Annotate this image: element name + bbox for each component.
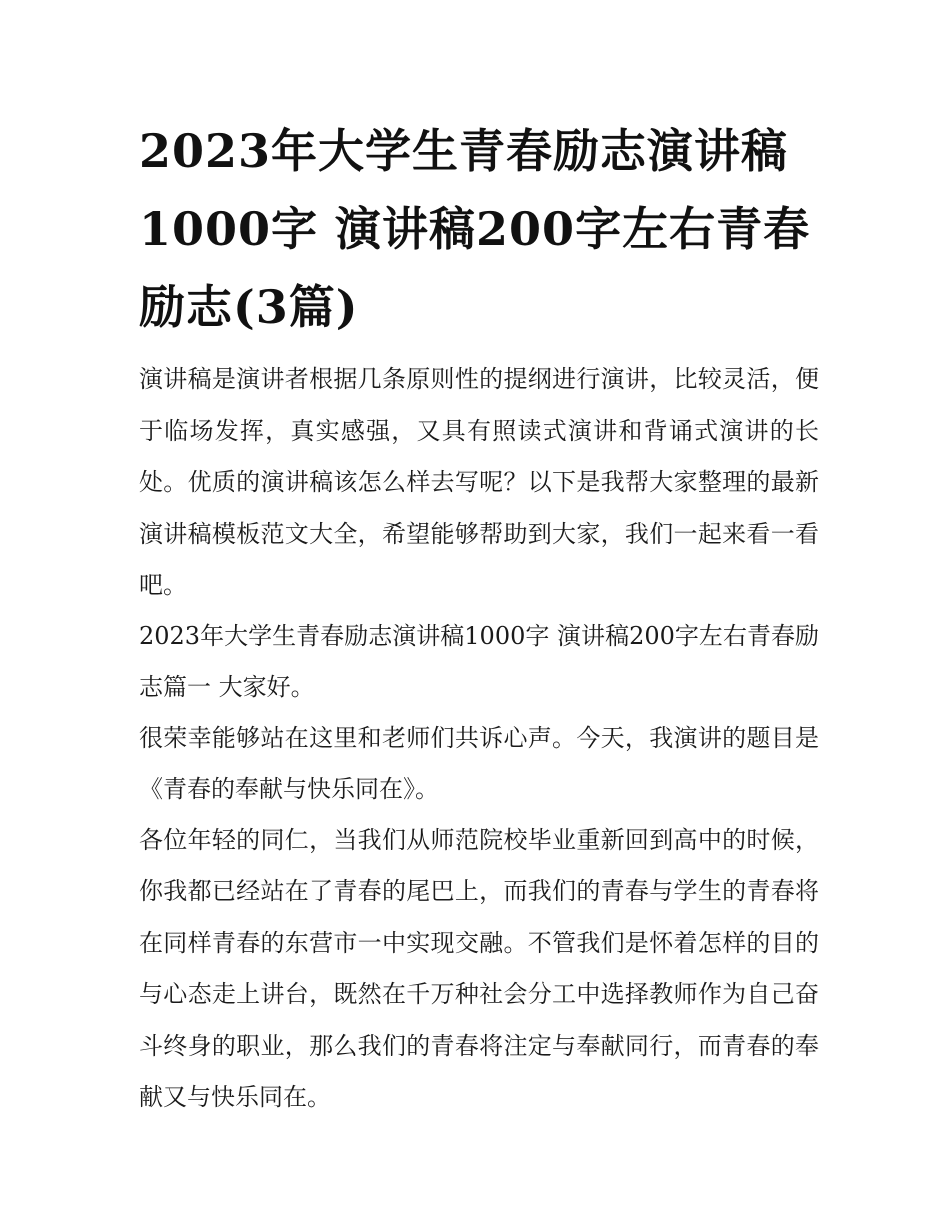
- paragraph-intro: 演讲稿是演讲者根据几条原则性的提纲进行演讲，比较灵活，便于临场发挥，真实感强，又具有照读式演讲和背诵式演讲的长处。优质的演讲稿该怎么样去写呢？以下是我帮大家整理的最新演讲稿模板范文大全，希望能够帮助到大家，我们一起来看一看吧。: [139, 365, 819, 599]
- paragraph-main: 各位年轻的同仁，当我们从师范院校毕业重新回到高中的时候，你我都已经站在了青春的尾巴上，而我们的青春与学生的青春将在同样青春的东营市一中实现交融。不管我们是怀着怎样的目的与心态走上讲台，既然在千万种社会分工中选择教师作为自己奋斗终身的职业，那么我们的青春将注定与奉献同行，而青春的奉献又与快乐同在。: [139, 825, 819, 1111]
- paragraph-section-heading: 2023年大学生青春励志演讲稿1000字 演讲稿200字左右青春励志篇一 大家好。: [139, 621, 819, 701]
- paragraph-greeting: 很荣幸能够站在这里和老师们共诉心声。今天，我演讲的题目是《青春的奉献与快乐同在》。: [139, 723, 819, 803]
- document-title: 2023年大学生青春励志演讲稿1000字 演讲稿200字左右青春励志(3篇): [139, 124, 811, 334]
- document-body: [139, 354, 819, 1123]
